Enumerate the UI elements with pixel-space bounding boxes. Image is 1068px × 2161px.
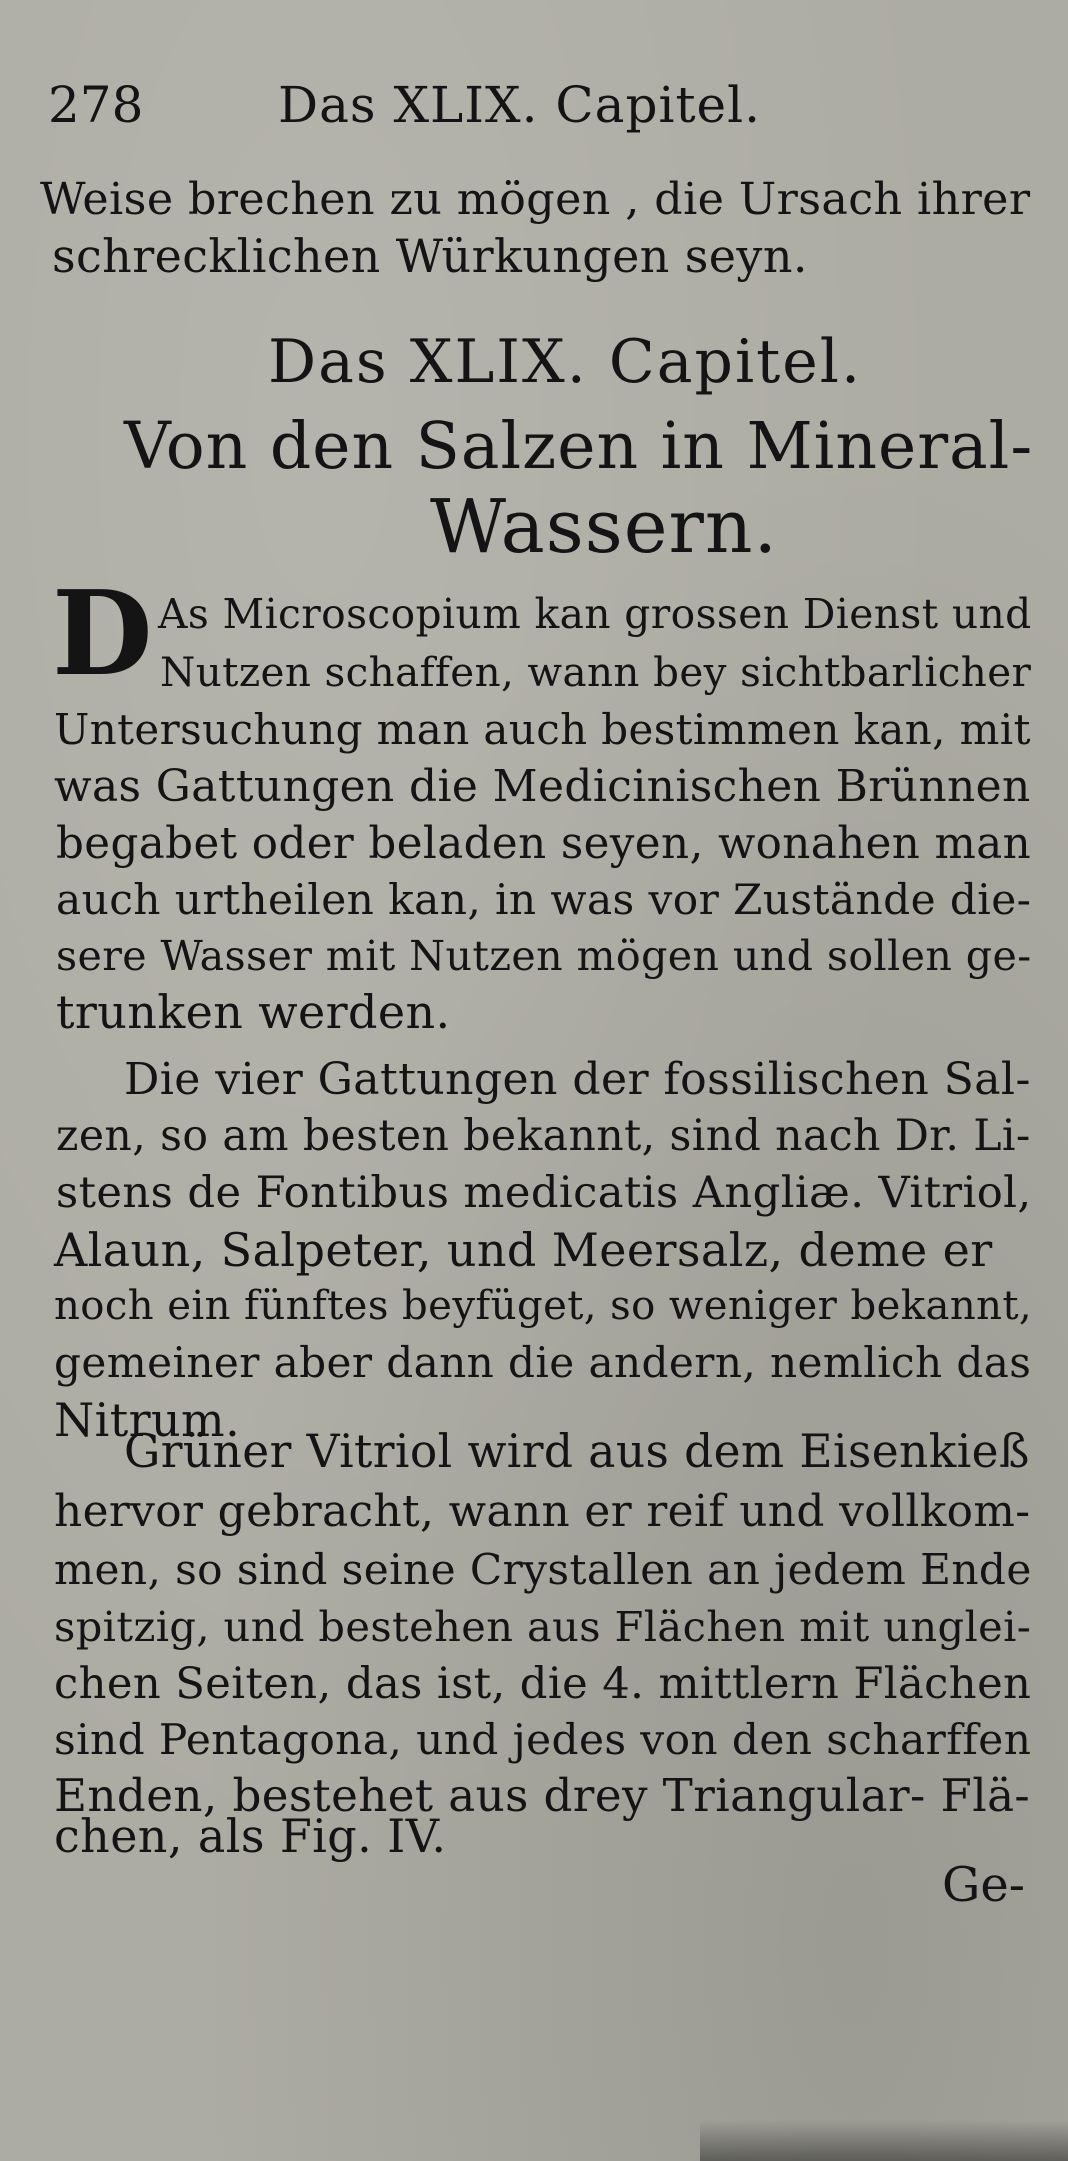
chapter-title-line-2: Wassern. bbox=[430, 484, 779, 570]
text-line: schrecklichen Würkungen seyn. bbox=[52, 229, 808, 283]
text-line: Die vier Gattungen der fossilischen Sal- bbox=[124, 1054, 1031, 1105]
text-line: was Gattungen die Medicinischen Brünnen bbox=[54, 761, 1031, 812]
chapter-heading: Das XLIX. Capitel. bbox=[268, 327, 863, 397]
text-line: sind Pentagona, und jedes von den scharffen bbox=[54, 1715, 1032, 1764]
text-line: As Microscopium kan grossen Dienst und bbox=[158, 590, 1032, 638]
text-line: Enden, bestehet aus drey Triangular- Flä- bbox=[54, 1769, 1031, 1822]
running-head bbox=[48, 70, 1028, 140]
text-line: Weise brechen zu mögen , die Ursach ihrer bbox=[40, 174, 1031, 225]
text-line: gemeiner aber dann die andern, nemlich das bbox=[54, 1338, 1032, 1387]
text-line: sere Wasser mit Nutzen mögen und sollen ge- bbox=[56, 932, 1032, 980]
text-line: hervor gebracht, wann er reif und vollkom- bbox=[54, 1486, 1031, 1537]
text-line: trunken werden. bbox=[56, 985, 451, 1039]
text-line: noch ein fünftes beyfüget, so weniger bekannt, bbox=[54, 1283, 1033, 1329]
text-line: begabet oder beladen seyen, wonahen man bbox=[56, 819, 1032, 869]
text-line: zen, so am besten bekannt, sind nach Dr. Li- bbox=[56, 1111, 1031, 1161]
chapter-title-line-1: Von den Salzen in Mineral- bbox=[124, 409, 1034, 484]
text-line: Grüner Vitriol wird aus dem Eisenkieß bbox=[124, 1425, 1030, 1478]
text-line: spitzig, und bestehen aus Flächen mit unglei- bbox=[54, 1602, 1032, 1651]
text-line: chen Seiten, das ist, die 4. mittlern Flächen bbox=[54, 1659, 1032, 1709]
text-line: stens de Fontibus medicatis Angliæ. Vitriol, bbox=[56, 1168, 1032, 1218]
text-line: Alaun, Salpeter, und Meersalz, deme er bbox=[54, 1223, 993, 1277]
catchword: Ge- bbox=[942, 1857, 1025, 1913]
text-line: Untersuchung man auch bestimmen kan, mit bbox=[54, 705, 1031, 754]
text-line: Nitrum. bbox=[54, 1393, 241, 1447]
page-number: 278 bbox=[48, 76, 144, 134]
text-line: chen, als Fig. IV. bbox=[54, 1809, 447, 1863]
drop-capital: D bbox=[52, 566, 153, 702]
page-shadow bbox=[700, 2120, 1068, 2161]
running-head-title: Das XLIX. Capitel. bbox=[278, 76, 762, 134]
text-line: men, so sind seine Crystallen an jedem Ende bbox=[54, 1545, 1032, 1594]
text-line: auch urtheilen kan, in was vor Zustände die- bbox=[56, 875, 1032, 924]
text-line: Nutzen schaffen, wann bey sichtbarlicher bbox=[160, 648, 1032, 696]
